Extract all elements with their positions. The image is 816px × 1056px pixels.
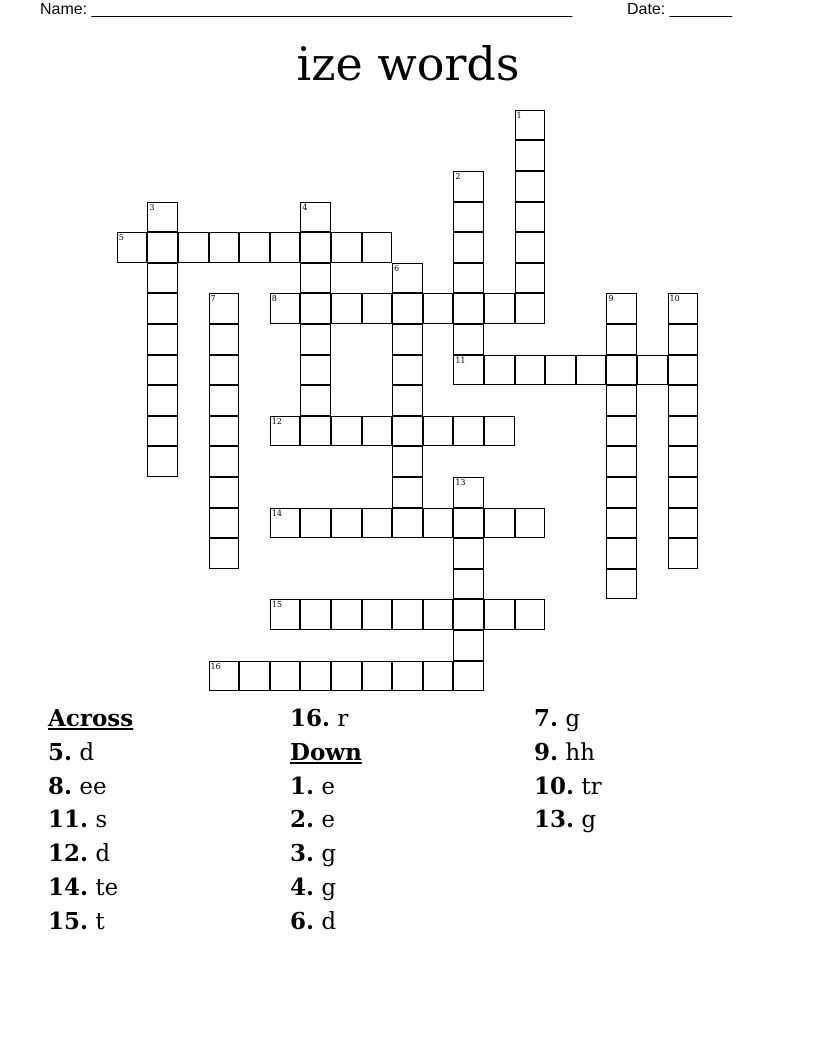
crossword-cell[interactable] — [668, 538, 699, 569]
crossword-cell[interactable] — [392, 477, 423, 508]
crossword-cell[interactable] — [606, 508, 637, 539]
crossword-cell[interactable] — [453, 171, 484, 202]
crossword-cell[interactable] — [300, 508, 331, 539]
crossword-cell[interactable] — [209, 232, 240, 263]
crossword-cell[interactable] — [362, 232, 393, 263]
crossword-cell[interactable] — [392, 385, 423, 416]
crossword-cell[interactable] — [453, 293, 484, 324]
crossword-cell[interactable] — [453, 569, 484, 600]
crossword-cell[interactable] — [668, 293, 699, 324]
crossword-cell[interactable] — [362, 508, 393, 539]
clue-across-15: 15. t — [48, 907, 105, 935]
crossword-cell[interactable] — [668, 385, 699, 416]
crossword-cell[interactable] — [453, 232, 484, 263]
crossword-cell[interactable] — [392, 355, 423, 386]
crossword-cell[interactable] — [453, 324, 484, 355]
crossword-cell[interactable] — [453, 355, 484, 386]
clue-down-1: 1. e — [290, 772, 335, 800]
crossword-cell[interactable] — [362, 293, 393, 324]
clue-down-9: 9. hh — [534, 738, 595, 766]
crossword-cell[interactable] — [392, 661, 423, 692]
clue-across-8: 8. ee — [48, 772, 107, 800]
crossword-cell[interactable] — [270, 599, 301, 630]
crossword-cell[interactable] — [606, 446, 637, 477]
date-field: Date: _______ — [627, 1, 732, 18]
crossword-cell[interactable] — [515, 110, 546, 141]
crossword-cell[interactable] — [147, 293, 178, 324]
crossword-cell[interactable] — [515, 140, 546, 171]
crossword-cell[interactable] — [209, 416, 240, 447]
crossword-cell[interactable] — [300, 661, 331, 692]
clue-across-11: 11. s — [48, 806, 108, 834]
clue-across-5: 5. d — [48, 738, 95, 766]
crossword-cell[interactable] — [453, 508, 484, 539]
clue-across-14: 14. te — [48, 873, 119, 901]
crossword-cell[interactable] — [239, 232, 270, 263]
cell-number: 3 — [149, 202, 155, 212]
cell-number: 8 — [271, 294, 277, 304]
crossword-cell[interactable] — [147, 232, 178, 263]
crossword-cell[interactable] — [209, 385, 240, 416]
crossword-cell[interactable] — [453, 661, 484, 692]
clue-down-10: 10. tr — [534, 772, 602, 800]
crossword-cell[interactable] — [606, 324, 637, 355]
clues-column-1 — [48, 702, 133, 939]
clue-across-16: 16. r — [290, 705, 349, 732]
crossword-cell[interactable] — [300, 324, 331, 355]
crossword-cell[interactable] — [300, 202, 331, 233]
crossword-cell[interactable] — [331, 293, 362, 324]
name-field: Name: ______________________________________________________ — [40, 1, 573, 18]
cell-number: 6 — [394, 263, 400, 273]
crossword-cell[interactable] — [209, 538, 240, 569]
crossword-cell[interactable] — [515, 293, 546, 324]
clue-down-4: 4. g — [290, 873, 337, 901]
crossword-cell[interactable] — [392, 263, 423, 294]
cell-number: 1 — [516, 110, 522, 120]
crossword-cell[interactable] — [300, 416, 331, 447]
crossword-cell[interactable] — [453, 538, 484, 569]
crossword-cell[interactable] — [392, 599, 423, 630]
crossword-cell[interactable] — [362, 599, 393, 630]
cell-number: 2 — [455, 171, 461, 181]
clue-down-13: 13. g — [534, 806, 597, 834]
crossword-cell[interactable] — [331, 661, 362, 692]
crossword-cell[interactable] — [147, 202, 178, 233]
cell-number: 13 — [455, 477, 466, 487]
crossword-cell[interactable] — [331, 416, 362, 447]
crossword-cell[interactable] — [453, 416, 484, 447]
crossword-cell[interactable] — [668, 508, 699, 539]
cell-number: 4 — [302, 202, 308, 212]
crossword-cell[interactable] — [453, 630, 484, 661]
crossword-cell[interactable] — [576, 355, 607, 386]
crossword-cell[interactable] — [209, 324, 240, 355]
cell-number: 16 — [210, 661, 221, 671]
clue-down-7: 7. g — [534, 705, 581, 732]
crossword-cell[interactable] — [423, 661, 454, 692]
cell-number: 5 — [118, 233, 124, 243]
crossword-cell[interactable] — [668, 324, 699, 355]
crossword-cell[interactable] — [637, 355, 668, 386]
crossword-cell[interactable] — [270, 508, 301, 539]
crossword-cell[interactable] — [392, 508, 423, 539]
crossword-cell[interactable] — [270, 293, 301, 324]
crossword-cell[interactable] — [423, 508, 454, 539]
crossword-cell[interactable] — [515, 202, 546, 233]
crossword-cell[interactable] — [300, 599, 331, 630]
crossword-cell[interactable] — [239, 661, 270, 692]
crossword-cell[interactable] — [423, 599, 454, 630]
crossword-cell[interactable] — [300, 232, 331, 263]
crossword-cell[interactable] — [392, 416, 423, 447]
crossword-cell[interactable] — [515, 263, 546, 294]
crossword-cell[interactable] — [515, 232, 546, 263]
crossword-cell[interactable] — [392, 293, 423, 324]
clue-down-3: 3. g — [290, 840, 337, 868]
crossword-cell[interactable] — [209, 355, 240, 386]
crossword-cell[interactable] — [606, 293, 637, 324]
crossword-cell[interactable] — [545, 355, 576, 386]
crossword-cell[interactable] — [270, 232, 301, 263]
cell-number: 14 — [271, 508, 282, 518]
crossword-cell[interactable] — [423, 416, 454, 447]
crossword-cell[interactable] — [453, 202, 484, 233]
crossword-cell[interactable] — [178, 232, 209, 263]
crossword-cell[interactable] — [147, 385, 178, 416]
crossword-cell[interactable] — [606, 569, 637, 600]
cell-number: 9 — [608, 294, 614, 304]
crossword-cell[interactable] — [453, 599, 484, 630]
crossword-cell[interactable] — [484, 599, 515, 630]
crossword-cell[interactable] — [209, 477, 240, 508]
crossword-cell[interactable] — [147, 324, 178, 355]
crossword-cell[interactable] — [117, 232, 148, 263]
across-heading: Across — [48, 705, 134, 732]
crossword-cell[interactable] — [484, 416, 515, 447]
crossword-cell[interactable] — [453, 263, 484, 294]
crossword-cell[interactable] — [147, 355, 178, 386]
clues-column-3 — [534, 702, 602, 837]
crossword-cell[interactable] — [606, 355, 637, 386]
cell-number: 7 — [210, 294, 216, 304]
crossword-cell[interactable] — [668, 355, 699, 386]
cell-number: 12 — [271, 416, 282, 426]
crossword-cell[interactable] — [606, 477, 637, 508]
crossword-cell[interactable] — [484, 508, 515, 539]
crossword-cell[interactable] — [209, 508, 240, 539]
crossword-cell[interactable] — [300, 263, 331, 294]
crossword-cell[interactable] — [668, 477, 699, 508]
crossword-cell[interactable] — [484, 355, 515, 386]
crossword-cell[interactable] — [392, 324, 423, 355]
crossword-cell[interactable] — [484, 293, 515, 324]
crossword-cell[interactable] — [606, 416, 637, 447]
crossword-cell[interactable] — [423, 293, 454, 324]
page-title: ize words — [296, 37, 520, 91]
crossword-cell[interactable] — [515, 599, 546, 630]
crossword-cell[interactable] — [668, 416, 699, 447]
crossword-cell[interactable] — [362, 416, 393, 447]
crossword-cell[interactable] — [515, 355, 546, 386]
cell-number: 11 — [455, 355, 466, 365]
crossword-cell[interactable] — [147, 263, 178, 294]
crossword-cell[interactable] — [300, 293, 331, 324]
crossword-cell[interactable] — [668, 446, 699, 477]
clues-column-2 — [290, 702, 362, 939]
crossword-cell[interactable] — [209, 293, 240, 324]
crossword-cell[interactable] — [331, 599, 362, 630]
crossword-cell[interactable] — [362, 661, 393, 692]
crossword-cell[interactable] — [209, 446, 240, 477]
crossword-cell[interactable] — [331, 508, 362, 539]
clue-down-6: 6. d — [290, 907, 337, 935]
crossword-cell[interactable] — [606, 385, 637, 416]
crossword-cell[interactable] — [270, 416, 301, 447]
clue-across-12: 12. d — [48, 840, 111, 868]
down-heading: Down — [290, 738, 362, 766]
crossword-cell[interactable] — [331, 232, 362, 263]
cell-number: 10 — [669, 294, 680, 304]
crossword-cell[interactable] — [300, 385, 331, 416]
crossword-cell[interactable] — [209, 661, 240, 692]
crossword-cell[interactable] — [453, 477, 484, 508]
crossword-cell[interactable] — [515, 171, 546, 202]
crossword-cell[interactable] — [270, 661, 301, 692]
clue-down-2: 2. e — [290, 806, 335, 834]
crossword-cell[interactable] — [392, 446, 423, 477]
cell-number: 15 — [271, 600, 282, 610]
crossword-cell[interactable] — [147, 416, 178, 447]
crossword-cell[interactable] — [515, 508, 546, 539]
crossword-cell[interactable] — [300, 355, 331, 386]
crossword-cell[interactable] — [606, 538, 637, 569]
crossword-cell[interactable] — [147, 446, 178, 477]
